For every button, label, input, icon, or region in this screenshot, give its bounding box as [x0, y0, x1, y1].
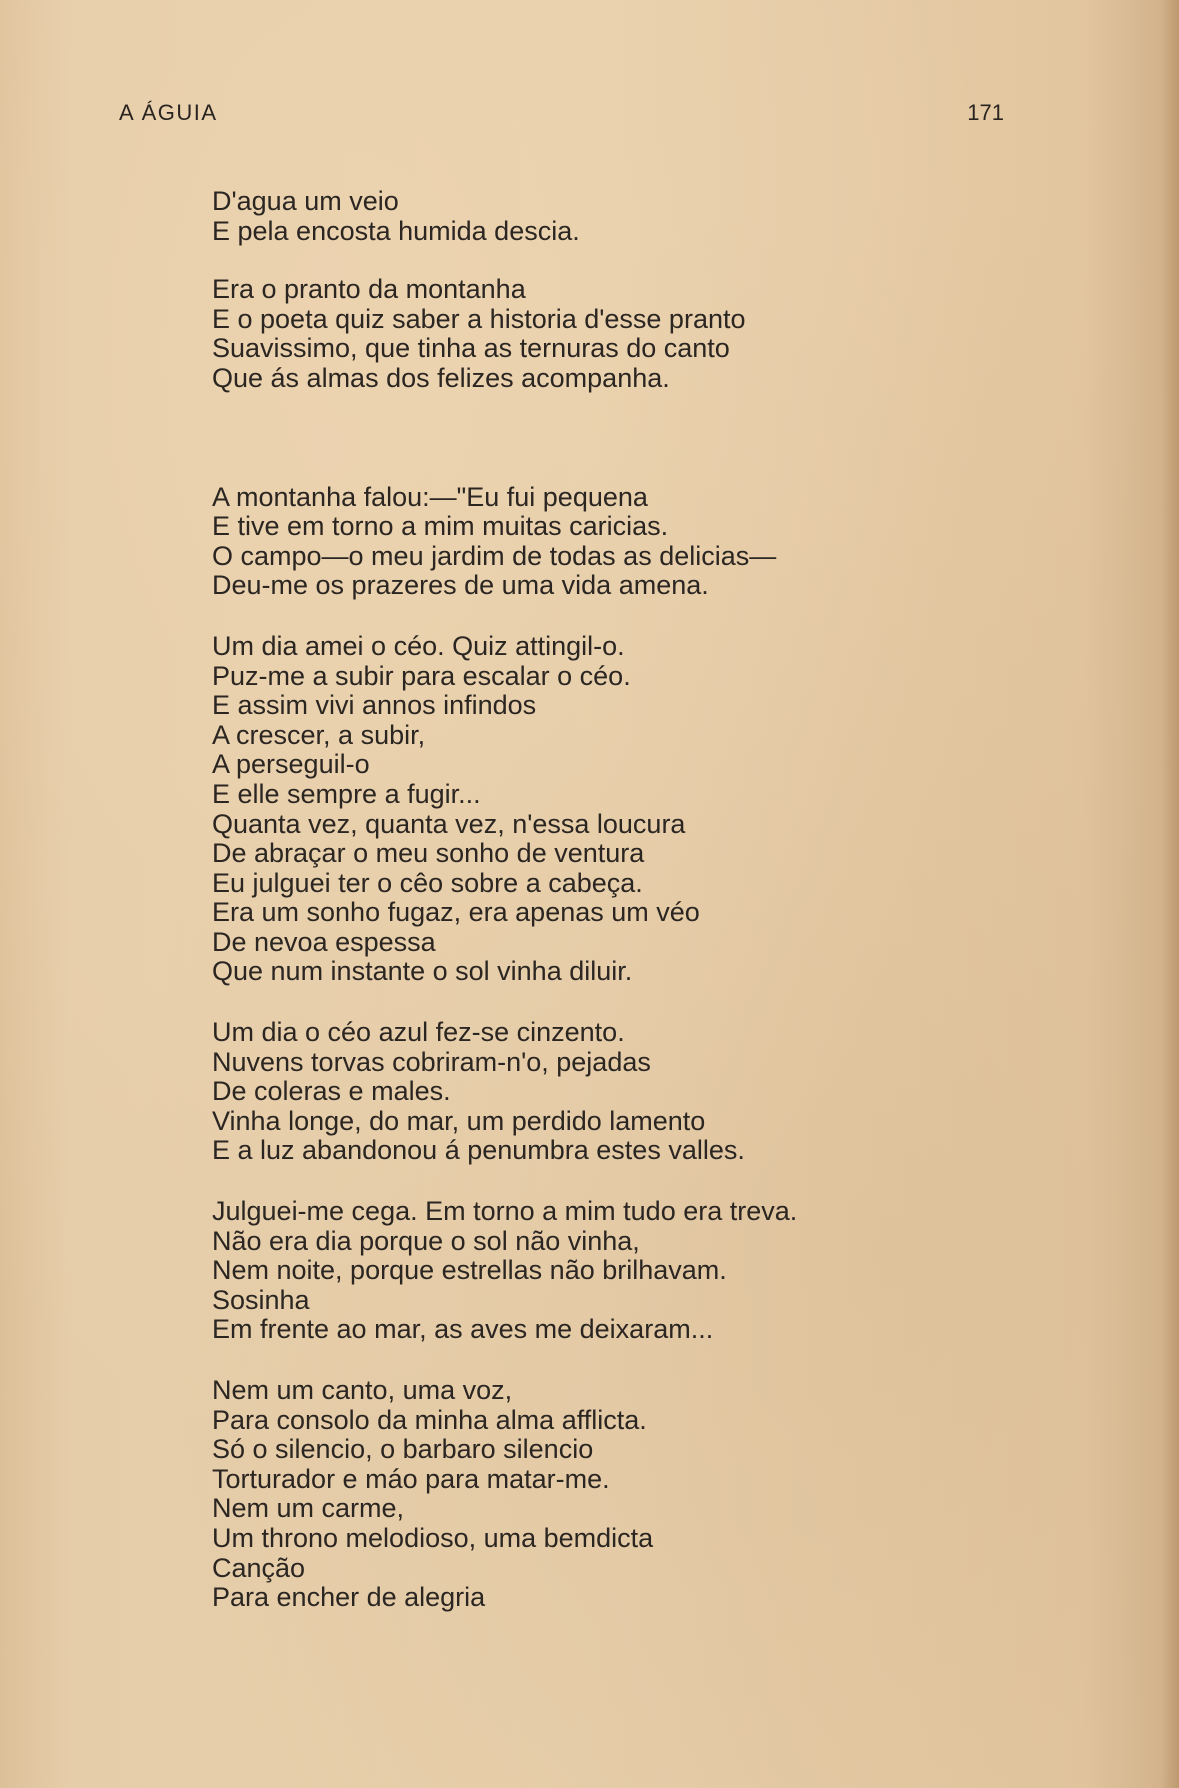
poem-line: Não era dia porque o sol não vinha,: [212, 1225, 640, 1256]
stanza-break: [212, 246, 1092, 275]
poem-line: A crescer, a subir,: [212, 719, 426, 750]
poem-line: Julguei-me cega. Em torno a mim tudo era treva.: [212, 1196, 798, 1227]
poem-line: Só o silencio, o barbaro silencio: [212, 1434, 594, 1465]
poem-line: Suavissimo, que tinha as ternuras do canto: [212, 333, 730, 364]
stanza: [212, 275, 1092, 393]
poem-line: Nem um canto, uma voz,: [212, 1375, 513, 1405]
poem-line: E a luz abandonou á penumbra estes valles.: [212, 1135, 745, 1166]
page-edge-shadow: [1161, 0, 1179, 1788]
poem-line: D'agua um veio: [212, 186, 399, 216]
page-number: 171: [967, 100, 1004, 125]
poem-line: Eu julguei ter o cêo sobre a cabeça.: [212, 867, 643, 898]
stanza: [212, 187, 1092, 246]
poem-line: Um throno melodioso, uma bemdicta: [212, 1522, 654, 1553]
poem-line: Nem um carme,: [212, 1493, 405, 1524]
stanza: [212, 1018, 1092, 1166]
poem-line: E tive em torno a mim muitas caricias.: [212, 511, 669, 542]
poem-line: De nevoa espessa: [212, 926, 436, 957]
poem-line: Vinha longe, do mar, um perdido lamento: [212, 1105, 706, 1136]
poem-line: Deu-me os prazeres de uma vida amena.: [212, 570, 709, 601]
poem-line: E elle sempre a fugir...: [212, 778, 481, 809]
poem-line: De abraçar o meu sonho de ventura: [212, 838, 645, 869]
poem-line: Nuvens torvas cobriram-n'o, pejadas: [212, 1046, 651, 1077]
poem-line: Canção: [212, 1552, 306, 1583]
poem-line: A montanha falou:—"Eu fui pequena: [212, 481, 648, 512]
stanza: [212, 1376, 1092, 1613]
poem-line: E o poeta quiz saber a historia d'esse pranto: [212, 303, 746, 334]
poem-line: Para encher de alegria: [212, 1582, 486, 1613]
poem-line: Sosinha: [212, 1284, 310, 1315]
running-head: [119, 100, 1004, 128]
poem-line: Puz-me a subir para escalar o céo.: [212, 660, 631, 691]
poem-line: Torturador e máo para matar-me.: [212, 1463, 610, 1494]
poem-line: Um dia amei o céo. Quiz attingil-o.: [212, 630, 625, 661]
poem-line: Um dia o céo azul fez-se cinzento.: [212, 1017, 625, 1048]
poem-line: Nem noite, porque estrellas não brilhavam.: [212, 1255, 727, 1286]
poem-line: De coleras e males.: [212, 1076, 451, 1107]
poem-line: A perseguil-o: [212, 749, 370, 780]
poem-line: O campo—o meu jardim de todas as delicias—: [212, 540, 777, 571]
stanza-break: [212, 394, 1092, 483]
stanza: [212, 632, 1092, 987]
poem-line: E pela encosta humida descia.: [212, 215, 580, 246]
stanza-break: [212, 1345, 1092, 1376]
stanza: [212, 483, 1092, 601]
poem-line: Para consolo da minha alma afflicta.: [212, 1404, 647, 1435]
poem-line: E assim vivi annos infindos: [212, 690, 537, 721]
poem-line: Que ás almas dos felizes acompanha.: [212, 362, 670, 393]
stanza-break: [212, 987, 1092, 1018]
stanza-break: [212, 1166, 1092, 1197]
poem-body: [212, 187, 1092, 1613]
poem-line: Que num instante o sol vinha diluir.: [212, 956, 633, 987]
poem-line: Era o pranto da montanha: [212, 274, 526, 305]
poem-line: Era um sonho fugaz, era apenas um véo: [212, 897, 700, 928]
stanza: [212, 1197, 1092, 1345]
journal-title: A ÁGUIA: [119, 100, 218, 125]
stanza-break: [212, 601, 1092, 632]
poem-line: Quanta vez, quanta vez, n'essa loucura: [212, 808, 686, 839]
poem-line: Em frente ao mar, as aves me deixaram...: [212, 1314, 714, 1345]
